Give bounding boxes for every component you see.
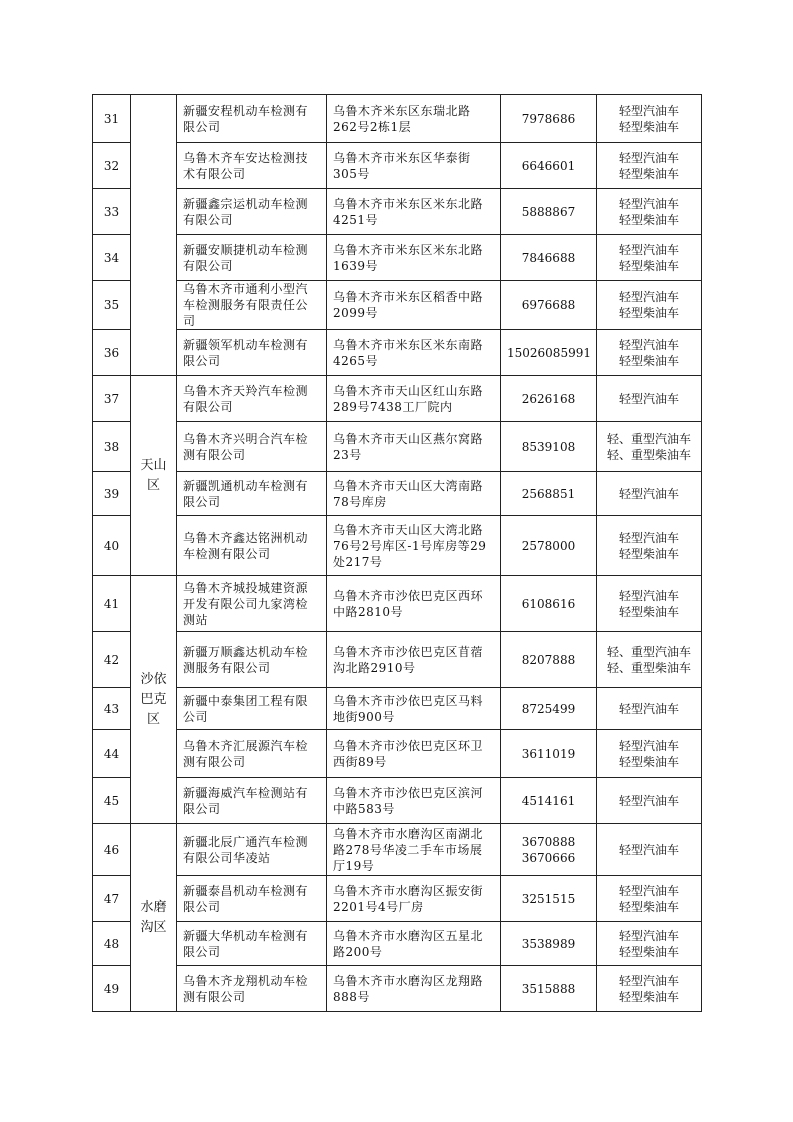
row-number: 37 bbox=[93, 376, 131, 422]
district-label: 沙依巴克区 bbox=[140, 671, 167, 727]
station-name: 新疆鑫宗运机动车检测有限公司 bbox=[177, 189, 327, 235]
district-label: 水磨沟区 bbox=[140, 899, 167, 935]
station-name: 乌鲁木齐龙翔机动车检测有限公司 bbox=[177, 966, 327, 1012]
station-phone: 6646601 bbox=[501, 143, 597, 189]
station-phone: 3515888 bbox=[501, 966, 597, 1012]
station-phone: 7978686 bbox=[501, 95, 597, 143]
row-number: 40 bbox=[93, 516, 131, 576]
row-number: 43 bbox=[93, 688, 131, 730]
row-number: 46 bbox=[93, 824, 131, 876]
station-address: 乌鲁木齐市米东区稻香中路2099号 bbox=[327, 281, 501, 330]
row-number: 33 bbox=[93, 189, 131, 235]
table-row bbox=[93, 143, 702, 189]
station-address: 乌鲁木齐市天山区大湾南路78号库房 bbox=[327, 472, 501, 516]
station-phone: 8725499 bbox=[501, 688, 597, 730]
vehicle-type: 轻型汽油车 轻型柴油车 bbox=[597, 281, 702, 330]
vehicle-type: 轻型汽油车 轻型柴油车 bbox=[597, 730, 702, 778]
station-phone: 8539108 bbox=[501, 422, 597, 472]
inspection-station-table bbox=[92, 94, 702, 1012]
row-number: 36 bbox=[93, 330, 131, 376]
station-address: 乌鲁木齐市沙依巴克区马料地街900号 bbox=[327, 688, 501, 730]
station-phone: 6108616 bbox=[501, 576, 597, 632]
row-number: 39 bbox=[93, 472, 131, 516]
vehicle-type: 轻型汽油车 轻型柴油车 bbox=[597, 95, 702, 143]
station-name: 乌鲁木齐市通利小型汽车检测服务有限责任公司 bbox=[177, 281, 327, 330]
station-name: 新疆海威汽车检测站有限公司 bbox=[177, 778, 327, 824]
station-address: 乌鲁木齐市天山区大湾北路76号2号库区-1号库房等29处217号 bbox=[327, 516, 501, 576]
station-address: 乌鲁木齐市水磨沟区五星北路200号 bbox=[327, 922, 501, 966]
vehicle-type: 轻型汽油车 轻型柴油车 bbox=[597, 516, 702, 576]
table-row bbox=[93, 95, 702, 143]
vehicle-type: 轻型汽油车 轻型柴油车 bbox=[597, 922, 702, 966]
station-address: 乌鲁木齐市天山区燕尔窝路23号 bbox=[327, 422, 501, 472]
vehicle-type: 轻型汽油车 bbox=[597, 688, 702, 730]
table-row bbox=[93, 966, 702, 1012]
station-phone: 5888867 bbox=[501, 189, 597, 235]
station-name: 新疆安顺捷机动车检测有限公司 bbox=[177, 235, 327, 281]
station-name: 新疆大华机动车检测有限公司 bbox=[177, 922, 327, 966]
row-number: 48 bbox=[93, 922, 131, 966]
table-row bbox=[93, 330, 702, 376]
table-row bbox=[93, 422, 702, 472]
table-row bbox=[93, 632, 702, 688]
table-row bbox=[93, 576, 702, 632]
vehicle-type: 轻、重型汽油车 轻、重型柴油车 bbox=[597, 632, 702, 688]
table-row bbox=[93, 376, 702, 422]
table-row bbox=[93, 824, 702, 876]
station-name: 新疆中泰集团工程有限公司 bbox=[177, 688, 327, 730]
row-number: 49 bbox=[93, 966, 131, 1012]
station-address: 乌鲁木齐市米东区华泰街305号 bbox=[327, 143, 501, 189]
station-name: 乌鲁木齐车安达检测技术有限公司 bbox=[177, 143, 327, 189]
station-phone: 2626168 bbox=[501, 376, 597, 422]
station-phone: 3251515 bbox=[501, 876, 597, 922]
station-phone: 3538989 bbox=[501, 922, 597, 966]
station-name: 乌鲁木齐天羚汽车检测有限公司 bbox=[177, 376, 327, 422]
row-number: 31 bbox=[93, 95, 131, 143]
table-row bbox=[93, 516, 702, 576]
station-name: 新疆北辰广通汽车检测有限公司华凌站 bbox=[177, 824, 327, 876]
vehicle-type: 轻型汽油车 bbox=[597, 472, 702, 516]
table-row bbox=[93, 189, 702, 235]
station-phone: 6976688 bbox=[501, 281, 597, 330]
vehicle-type: 轻型汽油车 轻型柴油车 bbox=[597, 576, 702, 632]
table-row bbox=[93, 281, 702, 330]
station-address: 乌鲁木齐市沙依巴克区环卫西街89号 bbox=[327, 730, 501, 778]
table-row bbox=[93, 688, 702, 730]
station-name: 新疆凯通机动车检测有限公司 bbox=[177, 472, 327, 516]
station-phone: 3670888 3670666 bbox=[501, 824, 597, 876]
station-address: 乌鲁木齐市米东区米东北路4251号 bbox=[327, 189, 501, 235]
station-address: 乌鲁木齐市水磨沟区龙翔路888号 bbox=[327, 966, 501, 1012]
station-name: 新疆领军机动车检测有限公司 bbox=[177, 330, 327, 376]
station-name: 新疆泰昌机动车检测有限公司 bbox=[177, 876, 327, 922]
vehicle-type: 轻型汽油车 轻型柴油车 bbox=[597, 966, 702, 1012]
station-name: 乌鲁木齐鑫达铭洲机动车检测有限公司 bbox=[177, 516, 327, 576]
row-number: 47 bbox=[93, 876, 131, 922]
station-address: 乌鲁木齐市米东区米东南路4265号 bbox=[327, 330, 501, 376]
row-number: 32 bbox=[93, 143, 131, 189]
row-number: 38 bbox=[93, 422, 131, 472]
station-name: 新疆万顺鑫达机动车检测服务有限公司 bbox=[177, 632, 327, 688]
district-cell-tianshan bbox=[131, 376, 177, 576]
vehicle-type: 轻型汽油车 轻型柴油车 bbox=[597, 235, 702, 281]
vehicle-type: 轻型汽油车 轻型柴油车 bbox=[597, 143, 702, 189]
vehicle-type: 轻型汽油车 bbox=[597, 824, 702, 876]
vehicle-type: 轻型汽油车 bbox=[597, 778, 702, 824]
station-name: 乌鲁木齐城投城建资源开发有限公司九家湾检测站 bbox=[177, 576, 327, 632]
station-name: 新疆安程机动车检测有限公司 bbox=[177, 95, 327, 143]
vehicle-type: 轻、重型汽油车 轻、重型柴油车 bbox=[597, 422, 702, 472]
station-phone: 2568851 bbox=[501, 472, 597, 516]
district-cell-shuimogou bbox=[131, 824, 177, 1012]
row-number: 34 bbox=[93, 235, 131, 281]
row-number: 41 bbox=[93, 576, 131, 632]
row-number: 44 bbox=[93, 730, 131, 778]
station-address: 乌鲁木齐市天山区红山东路289号7438工厂院内 bbox=[327, 376, 501, 422]
station-address: 乌鲁木齐市水磨沟区南湖北路278号华凌二手车市场展厅19号 bbox=[327, 824, 501, 876]
station-phone: 2578000 bbox=[501, 516, 597, 576]
table-row bbox=[93, 472, 702, 516]
station-phone: 3611019 bbox=[501, 730, 597, 778]
vehicle-type: 轻型汽油车 轻型柴油车 bbox=[597, 189, 702, 235]
table-body bbox=[93, 95, 702, 1012]
station-name: 乌鲁木齐汇展源汽车检测有限公司 bbox=[177, 730, 327, 778]
district-cell-blank bbox=[131, 95, 177, 376]
row-number: 42 bbox=[93, 632, 131, 688]
table-row bbox=[93, 922, 702, 966]
table-row bbox=[93, 778, 702, 824]
district-label: 天山区 bbox=[140, 457, 167, 493]
row-number: 35 bbox=[93, 281, 131, 330]
station-address: 乌鲁木齐市沙依巴克区西环中路2810号 bbox=[327, 576, 501, 632]
station-phone: 15026085991 bbox=[501, 330, 597, 376]
station-address: 乌鲁木齐市沙依巴克区滨河中路583号 bbox=[327, 778, 501, 824]
station-name: 乌鲁木齐兴明合汽车检测有限公司 bbox=[177, 422, 327, 472]
row-number: 45 bbox=[93, 778, 131, 824]
table-row bbox=[93, 730, 702, 778]
table-row bbox=[93, 235, 702, 281]
district-cell-shayibake bbox=[131, 576, 177, 824]
station-address: 乌鲁木齐米东区东瑞北路262号2栋1层 bbox=[327, 95, 501, 143]
station-phone: 7846688 bbox=[501, 235, 597, 281]
station-address: 乌鲁木齐市沙依巴克区苜蓿沟北路2910号 bbox=[327, 632, 501, 688]
table-row bbox=[93, 876, 702, 922]
station-phone: 4514161 bbox=[501, 778, 597, 824]
vehicle-type: 轻型汽油车 bbox=[597, 376, 702, 422]
vehicle-type: 轻型汽油车 轻型柴油车 bbox=[597, 330, 702, 376]
vehicle-type: 轻型汽油车 轻型柴油车 bbox=[597, 876, 702, 922]
station-phone: 8207888 bbox=[501, 632, 597, 688]
station-address: 乌鲁木齐市米东区米东北路1639号 bbox=[327, 235, 501, 281]
station-address: 乌鲁木齐市水磨沟区振安街2201号4号厂房 bbox=[327, 876, 501, 922]
